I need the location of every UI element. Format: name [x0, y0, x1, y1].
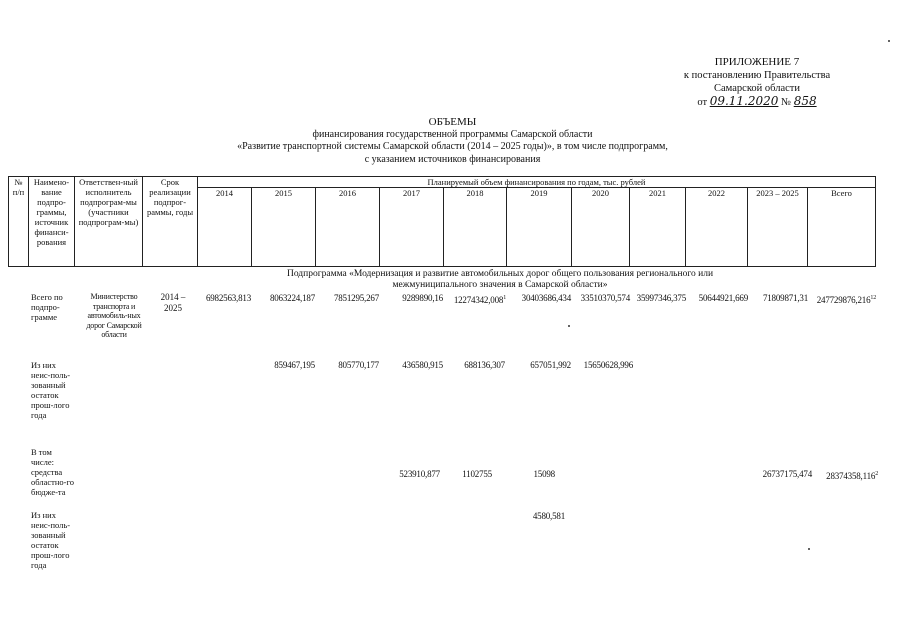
row-regional-label: В том числе: средства областно-го бюдже-та: [31, 447, 75, 497]
total-2018-value: 12274342,008: [453, 295, 504, 305]
row-unused1-label: Из них неис-поль-зованный остаток прош-лого года: [31, 360, 71, 420]
appendix-signature-line: [657, 95, 857, 109]
total-2015: 8063224,187: [269, 293, 315, 303]
year-header: 2015: [252, 188, 316, 267]
total-2014: 6982563,813: [205, 293, 251, 303]
regional-2019: 15098: [533, 469, 555, 479]
unused1-2020: 15650628,996: [583, 360, 633, 370]
year-header: 2016: [316, 188, 380, 267]
scan-speck: [888, 40, 890, 42]
scan-speck: [568, 325, 570, 327]
year-header: 2014: [198, 188, 252, 267]
appendix-line1: к постановлению Правительства: [683, 70, 831, 81]
unused1-2016: 805770,177: [338, 360, 379, 370]
heading-line3: с указанием источников финансирования: [364, 153, 541, 165]
year-header: 2019: [507, 188, 572, 267]
unused1-2019: 657051,992: [530, 360, 571, 370]
regional-2023-2025: 26737175,474: [762, 469, 812, 479]
heading-title: ОБЪЕМЫ: [428, 116, 477, 128]
col-number-header: № п/п: [9, 177, 29, 267]
appendix-block: [657, 56, 857, 109]
total-2018-note: 1: [503, 295, 506, 301]
col-name-header: Наимено-вание подпро-граммы, источник финанси-рования: [29, 177, 75, 267]
total-2020: 33510370,574: [580, 293, 630, 303]
year-header: 2018: [444, 188, 507, 267]
total-header: Всего: [808, 188, 876, 267]
total-2021: 35997346,375: [636, 293, 686, 303]
total-2016: 7851295,267: [333, 293, 379, 303]
row-total-term: 2014 – 2025: [160, 292, 186, 313]
regional-sum-value: 28374358,116: [826, 471, 876, 481]
regional-2017: 523910,877: [399, 469, 440, 479]
regional-sum: [826, 469, 878, 482]
unused1-2015: 859467,195: [274, 360, 315, 370]
appendix-line2: Самарской области: [714, 83, 800, 94]
total-2019: 30403686,434: [521, 293, 571, 303]
col-plan-header: Планируемый объем финансирования по годам, тыс. рублей: [198, 177, 876, 188]
year-header: 2021: [630, 188, 686, 267]
year-header: 2020: [572, 188, 630, 267]
regional-2018: 1102755: [462, 469, 492, 479]
number-prefix: №: [781, 97, 792, 108]
year-header: 2017: [380, 188, 444, 267]
total-2018: [454, 293, 506, 306]
total-sum-value: 247729876,216: [816, 295, 871, 305]
scan-speck: [808, 548, 810, 550]
year-header: 2023 – 2025: [748, 188, 808, 267]
subprogram-title-line1: Подпрограмма «Модернизация и развитие автомобильных дорог общего пользования регионального или: [286, 269, 714, 279]
subprogram-title: [140, 269, 860, 291]
row-total-label: Всего по подпро-грамме: [31, 292, 63, 322]
total-2022: 50644921,669: [698, 293, 748, 303]
unused1-2017: 436580,915: [402, 360, 443, 370]
row-total-executor: Министерство транспорта и автомобиль-ных дорог Самарской области: [86, 292, 142, 339]
total-2017: 9289890,16: [402, 293, 443, 303]
total-2023-2025: 71809871,31: [762, 293, 808, 303]
subprogram-title-line2: межмуниципального значения в Самарской области»: [392, 280, 608, 290]
year-header: 2022: [686, 188, 748, 267]
row-unused2-label: Из них неис-поль-зованный остаток прош-лого года: [31, 510, 71, 570]
financing-table-header: [8, 176, 876, 267]
unused2-2019: 4580,581: [532, 511, 565, 521]
decree-date: 09.11.2020: [709, 94, 779, 108]
appendix-title: ПРИЛОЖЕНИЕ 7: [714, 56, 800, 68]
decree-number: 858: [793, 94, 817, 108]
document-heading: [0, 116, 905, 166]
unused1-2018: 688136,307: [464, 360, 505, 370]
col-executor-header: Ответствен-ный исполнитель подпрограм-мы (участники подпрограм-мы): [75, 177, 143, 267]
from-prefix: от: [697, 97, 708, 108]
heading-line2: «Развитие транспортной системы Самарской области (2014 – 2025 годы)», в том числе подпрограмм,: [237, 141, 668, 152]
total-sum-note: 12: [870, 295, 876, 301]
regional-sum-note: 2: [875, 471, 878, 477]
col-term-header: Срок реализации подпрог-раммы, годы: [143, 177, 198, 267]
total-sum: [817, 293, 876, 306]
heading-line1: финансирования государственной программы Самарской области: [312, 128, 593, 140]
